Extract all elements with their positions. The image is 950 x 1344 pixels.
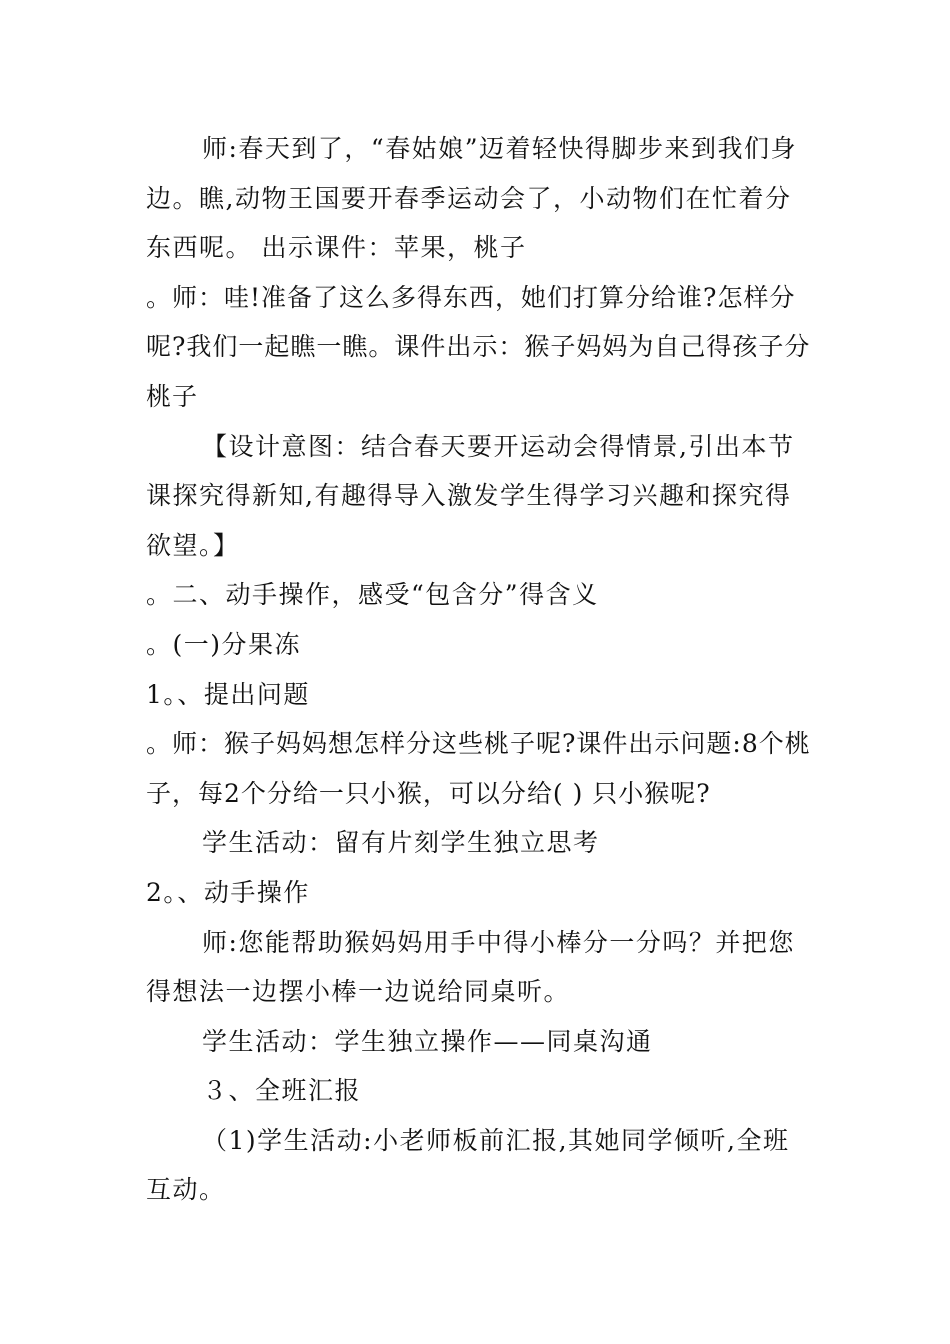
paragraph-design-intent: 【设计意图：结合春天要开运动会得情景,引出本节课探究得新知,有趣得导入激发学生得学习兴趣和探究得欲望。】 [146, 431, 795, 560]
paragraph-class-report: （1)学生活动:小老师板前汇报,其她同学倾听,全班互动。 [146, 1125, 790, 1205]
heading-step-two: 2。、动手操作 [146, 877, 310, 907]
paragraph-student-operation: 学生活动：学生独立操作——同桌沟通 [202, 1026, 653, 1056]
paragraph-peach-question: 。师：猴子妈妈想怎样分这些桃子呢?课件出示问题:8个桃子，每2个分给一只小猴，可以分给( ) 只小猴呢? [146, 729, 811, 808]
paragraph-teacher-question: 。师：哇!准备了这么多得东西，她们打算分给谁?怎样分呢?我们一起瞧一瞧。课件出示：猴子妈妈为自己得孩子分桃子 [146, 282, 811, 411]
paragraph-teacher-hands-on: 师:您能帮助猴妈妈用手中得小棒分一分吗？并把您得想法一边摆小棒一边说给同桌听。 [146, 927, 795, 1007]
heading-step-one: 1。、提出问题 [146, 679, 310, 709]
heading-step-three: ３、全班汇报 [202, 1076, 362, 1106]
document-body [146, 124, 811, 1215]
paragraph-teacher-intro: 师:春天到了，“春姑娘”迈着轻快得脚步来到我们身边。瞧,动物王国要开春季运动会了，小动物们在忙着分东西呢。 出示课件：苹果，桃子 [146, 134, 797, 263]
heading-section-two: 。二、动手操作，感受“包含分”得含义 [146, 580, 599, 610]
heading-subsection-one: 。(一)分果冻 [146, 629, 302, 659]
paragraph-student-thinking: 学生活动：留有片刻学生独立思考 [202, 828, 600, 858]
